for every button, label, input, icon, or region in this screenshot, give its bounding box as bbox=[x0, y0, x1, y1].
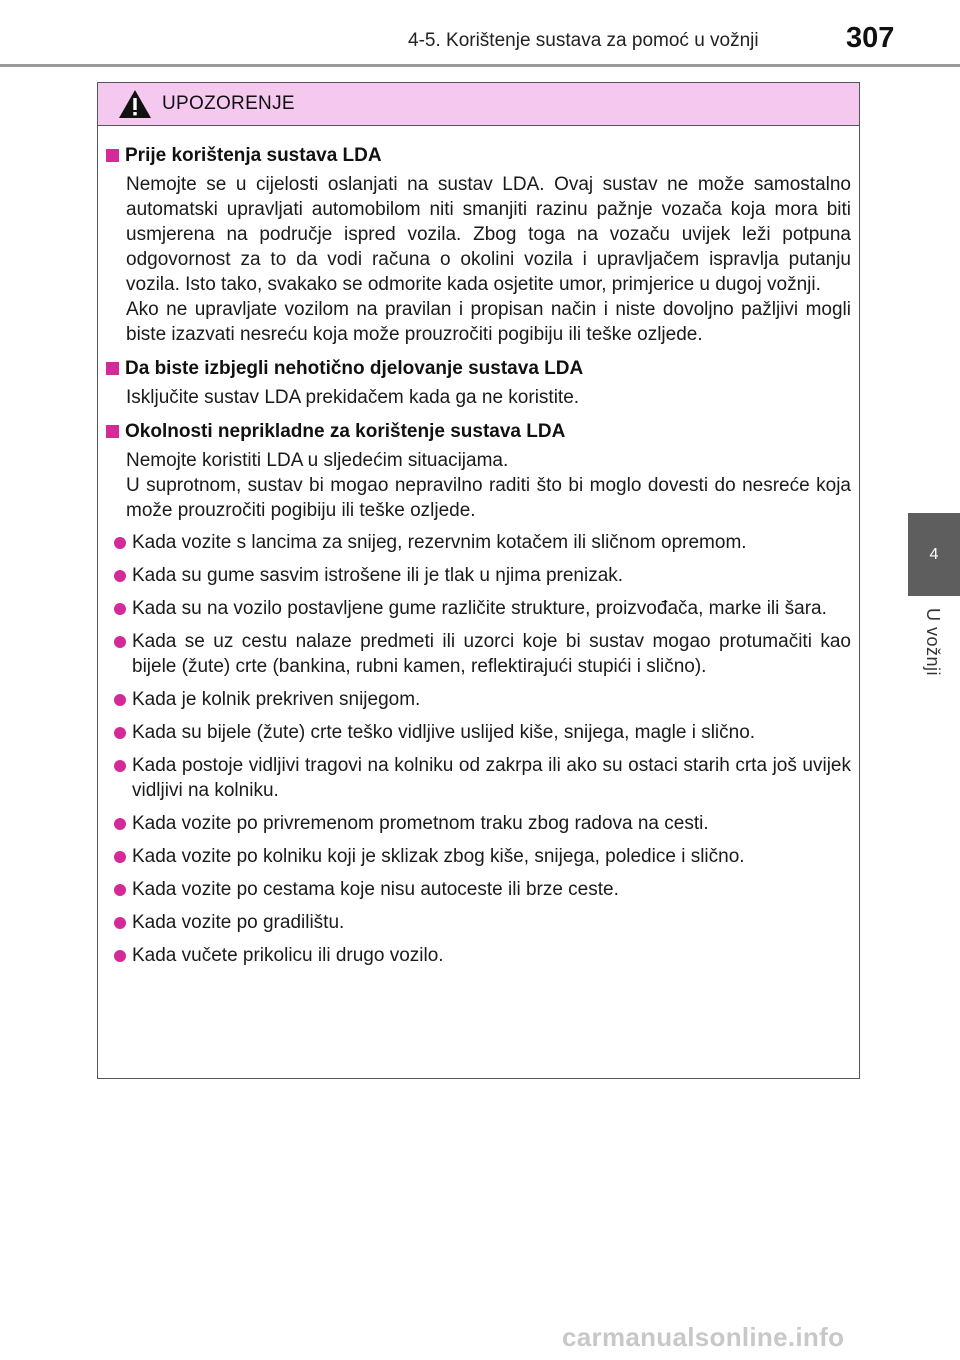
page-number: 307 bbox=[846, 22, 895, 54]
round-bullet-icon bbox=[114, 694, 126, 706]
list-item bbox=[114, 811, 851, 836]
section-paragraph: Nemojte koristiti LDA u sljedećim situacijama. bbox=[126, 450, 509, 471]
list-item-text: Kada su gume sasvim istrošene ili je tlak u njima prenizak. bbox=[132, 565, 624, 586]
chapter-number: 4 bbox=[929, 545, 939, 563]
list-item-text: Kada vozite po kolniku koji je sklizak zbog kiše, snijega, poledice i slično. bbox=[132, 846, 745, 867]
round-bullet-icon bbox=[114, 570, 126, 582]
list-item-text: Kada su na vozilo postavljene gume različite strukture, proizvođača, marke ili šara. bbox=[132, 598, 827, 619]
list-item-text: Kada vozite po privremenom prometnom traku zbog radova na cesti. bbox=[132, 813, 709, 834]
section-paragraph: U suprotnom, sustav bi mogao nepravilno raditi što bi moglo dovesti do nesreće koja može prouzročiti pogibiju ili teške ozljede. bbox=[126, 475, 851, 521]
list-item-text: Kada su bijele (žute) crte teško vidljive uslijed kiše, snijega, magle i slično. bbox=[132, 722, 756, 743]
chapter-tab bbox=[908, 513, 960, 596]
list-item-text: Kada vozite po cestama koje nisu autoceste ili brze ceste. bbox=[132, 879, 619, 900]
round-bullet-icon bbox=[114, 537, 126, 549]
watermark-text: carmanualsonline.info bbox=[562, 1322, 845, 1352]
list-item bbox=[114, 910, 851, 935]
section-heading bbox=[106, 143, 851, 168]
section-paragraph: Ako ne upravljate vozilom na pravilan i propisan način i niste dovoljno pažljivi mogli biste izazvati nesreću koja može prouzročiti pogibiju ili teške ozljede. bbox=[126, 299, 851, 345]
list-item bbox=[114, 563, 851, 588]
list-item bbox=[114, 753, 851, 803]
list-item bbox=[114, 877, 851, 902]
section-heading bbox=[106, 419, 851, 444]
section-heading-text: Okolnosti neprikladne za korištenje sustava LDA bbox=[125, 421, 566, 442]
list-item bbox=[114, 687, 851, 712]
list-item bbox=[114, 844, 851, 869]
warning-triangle-icon bbox=[118, 89, 152, 119]
list-item-text: Kada vozite po gradilištu. bbox=[132, 912, 345, 933]
list-item bbox=[114, 530, 851, 555]
warning-box bbox=[97, 82, 860, 1079]
warning-title: UPOZORENJE bbox=[162, 93, 295, 114]
round-bullet-icon bbox=[114, 818, 126, 830]
list-item-text: Kada je kolnik prekriven snijegom. bbox=[132, 689, 421, 710]
section-paragraph: Isključite sustav LDA prekidačem kada ga ne koristite. bbox=[126, 387, 580, 408]
bullet-list bbox=[114, 530, 851, 968]
list-item-text: Kada postoje vidljivi tragovi na kolniku od zakrpa ili ako su ostaci starih crta još uvijek vidljivi na kolniku. bbox=[132, 755, 851, 801]
warning-section bbox=[106, 356, 851, 410]
list-item-text: Kada se uz cestu nalaze predmeti ili uzorci koje bi sustav mogao protumačiti kao bijele (žute) crte (bankina, rubni kamen, reflektirajući stupići i slično). bbox=[132, 631, 851, 677]
round-bullet-icon bbox=[114, 917, 126, 929]
round-bullet-icon bbox=[114, 950, 126, 962]
square-bullet-icon bbox=[106, 149, 119, 162]
square-bullet-icon bbox=[106, 362, 119, 375]
section-heading-text: Da biste izbjegli nehotično djelovanje sustava LDA bbox=[125, 358, 584, 379]
header-section-title: 4-5. Korištenje sustava za pomoć u vožnji bbox=[408, 30, 759, 51]
chapter-label: U vožnji bbox=[923, 608, 943, 677]
section-paragraph: Nemojte se u cijelosti oslanjati na sustav LDA. Ovaj sustav ne može samostalno automatski upravljati automobilom niti smanjiti razinu pažnje vozača koja mora biti usmjerena na područje ispred vozila. Zbog toga na vozaču uvijek leži potpuna odgovornost za to da vodi računa o okolini vozila i upravljačem ispravlja putanju vozila. Isto tako, svakako se odmorite kada osjetite umor, primjerice u dugoj vožnji. bbox=[126, 174, 851, 295]
warning-section bbox=[106, 143, 851, 347]
warning-body bbox=[98, 126, 859, 968]
header-divider bbox=[0, 64, 960, 67]
list-item-text: Kada vučete prikolicu ili drugo vozilo. bbox=[132, 945, 444, 966]
section-heading-text: Prije korištenja sustava LDA bbox=[125, 145, 382, 166]
warning-section bbox=[106, 419, 851, 968]
round-bullet-icon bbox=[114, 636, 126, 648]
list-item bbox=[114, 629, 851, 679]
list-item bbox=[114, 596, 851, 621]
list-item bbox=[114, 720, 851, 745]
round-bullet-icon bbox=[114, 884, 126, 896]
round-bullet-icon bbox=[114, 603, 126, 615]
list-item-text: Kada vozite s lancima za snijeg, rezervnim kotačem ili sličnom opremom. bbox=[132, 532, 747, 553]
round-bullet-icon bbox=[114, 760, 126, 772]
round-bullet-icon bbox=[114, 851, 126, 863]
square-bullet-icon bbox=[106, 425, 119, 438]
warning-header bbox=[98, 83, 859, 126]
round-bullet-icon bbox=[114, 727, 126, 739]
list-item bbox=[114, 943, 851, 968]
section-heading bbox=[106, 356, 851, 381]
